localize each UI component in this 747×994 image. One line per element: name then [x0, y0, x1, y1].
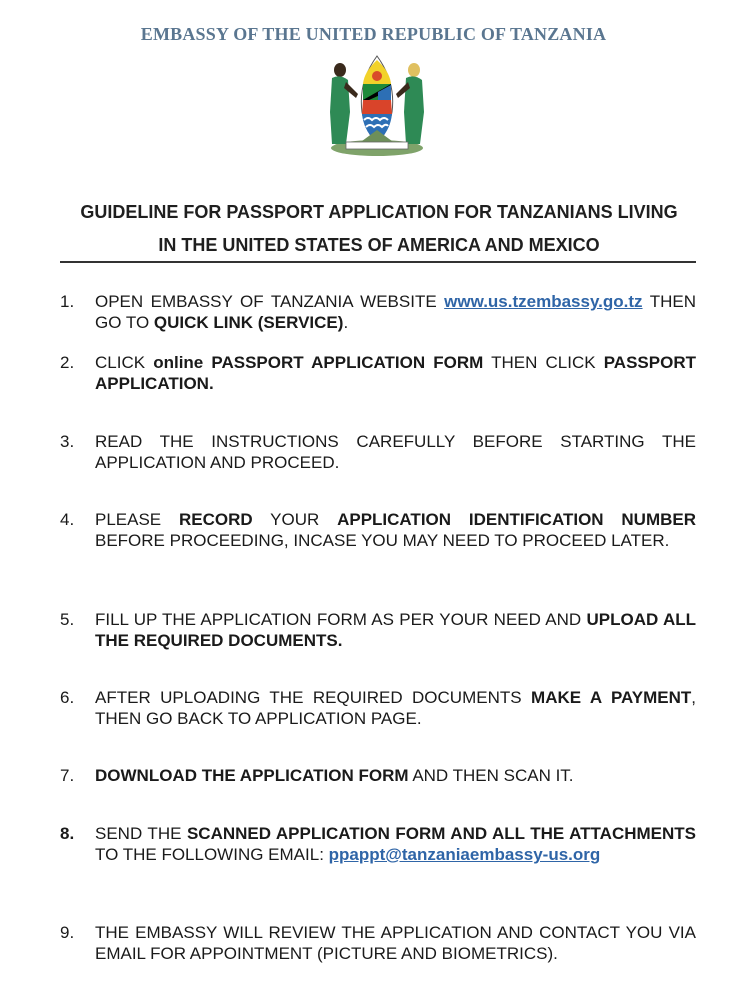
step-text: PLEASE RECORD YOUR APPLICATION IDENTIFICATION NUMBER BEFORE PROCEEDING, INCASE YOU MAY NEED TO PROCEED LATER.: [95, 510, 696, 550]
step-text: SEND THE SCANNED APPLICATION FORM AND ALL THE ATTACHMENTS TO THE FOLLOWING EMAIL: ppappt@tanzaniaembassy-us.org: [95, 824, 696, 864]
step-number: 5.: [60, 610, 75, 629]
step-5: [60, 609, 696, 651]
step-1: [60, 291, 696, 333]
step-6: [60, 687, 696, 729]
step-number: 6.: [60, 688, 75, 707]
step-9: [60, 922, 696, 964]
step-text: AFTER UPLOADING THE REQUIRED DOCUMENTS MAKE A PAYMENT, THEN GO BACK TO APPLICATION PAGE.: [95, 688, 697, 728]
title-divider: [60, 261, 696, 263]
step-8: [60, 823, 696, 865]
step-4: [60, 509, 696, 551]
email-link[interactable]: ppappt@tanzaniaembassy-us.org: [328, 845, 601, 864]
step-2: [60, 352, 696, 394]
step-number: 8.: [60, 824, 75, 843]
step-number: 3.: [60, 432, 75, 451]
step-number: 4.: [60, 510, 75, 529]
step-number: 1.: [60, 292, 75, 311]
step-7: [60, 765, 696, 786]
step-text: FILL UP THE APPLICATION FORM AS PER YOUR NEED AND UPLOAD ALL THE REQUIRED DOCUMENTS.: [95, 610, 696, 650]
title-line-2: IN THE UNITED STATES OF AMERICA AND MEXICO: [158, 235, 600, 255]
step-number: 2.: [60, 353, 75, 372]
website-link[interactable]: www.us.tzembassy.go.tz: [444, 292, 643, 311]
step-text: THE EMBASSY WILL REVIEW THE APPLICATION AND CONTACT YOU VIA EMAIL FOR APPOINTMENT (PICTURE AND BIOMETRICS).: [95, 923, 696, 963]
step-text: CLICK online PASSPORT APPLICATION FORM THEN CLICK PASSPORT APPLICATION.: [95, 353, 696, 393]
embassy-title: EMBASSY OF THE UNITED REPUBLIC OF TANZANIA: [140, 24, 607, 44]
step-number: 7.: [60, 766, 75, 785]
step-3: [60, 431, 696, 473]
step-text: READ THE INSTRUCTIONS CAREFULLY BEFORE STARTING THE APPLICATION AND PROCEED.: [95, 432, 696, 472]
step-number: 9.: [60, 923, 75, 942]
title-line-1: GUIDELINE FOR PASSPORT APPLICATION FOR TANZANIANS LIVING: [80, 202, 678, 222]
tanzania-coat-of-arms-icon: [318, 52, 436, 160]
step-text: DOWNLOAD THE APPLICATION FORM AND THEN SCAN IT.: [95, 766, 574, 785]
step-text: OPEN EMBASSY OF TANZANIA WEBSITE www.us.tzembassy.go.tz THEN GO TO QUICK LINK (SERVICE).: [95, 292, 696, 332]
document-title: [40, 196, 718, 262]
